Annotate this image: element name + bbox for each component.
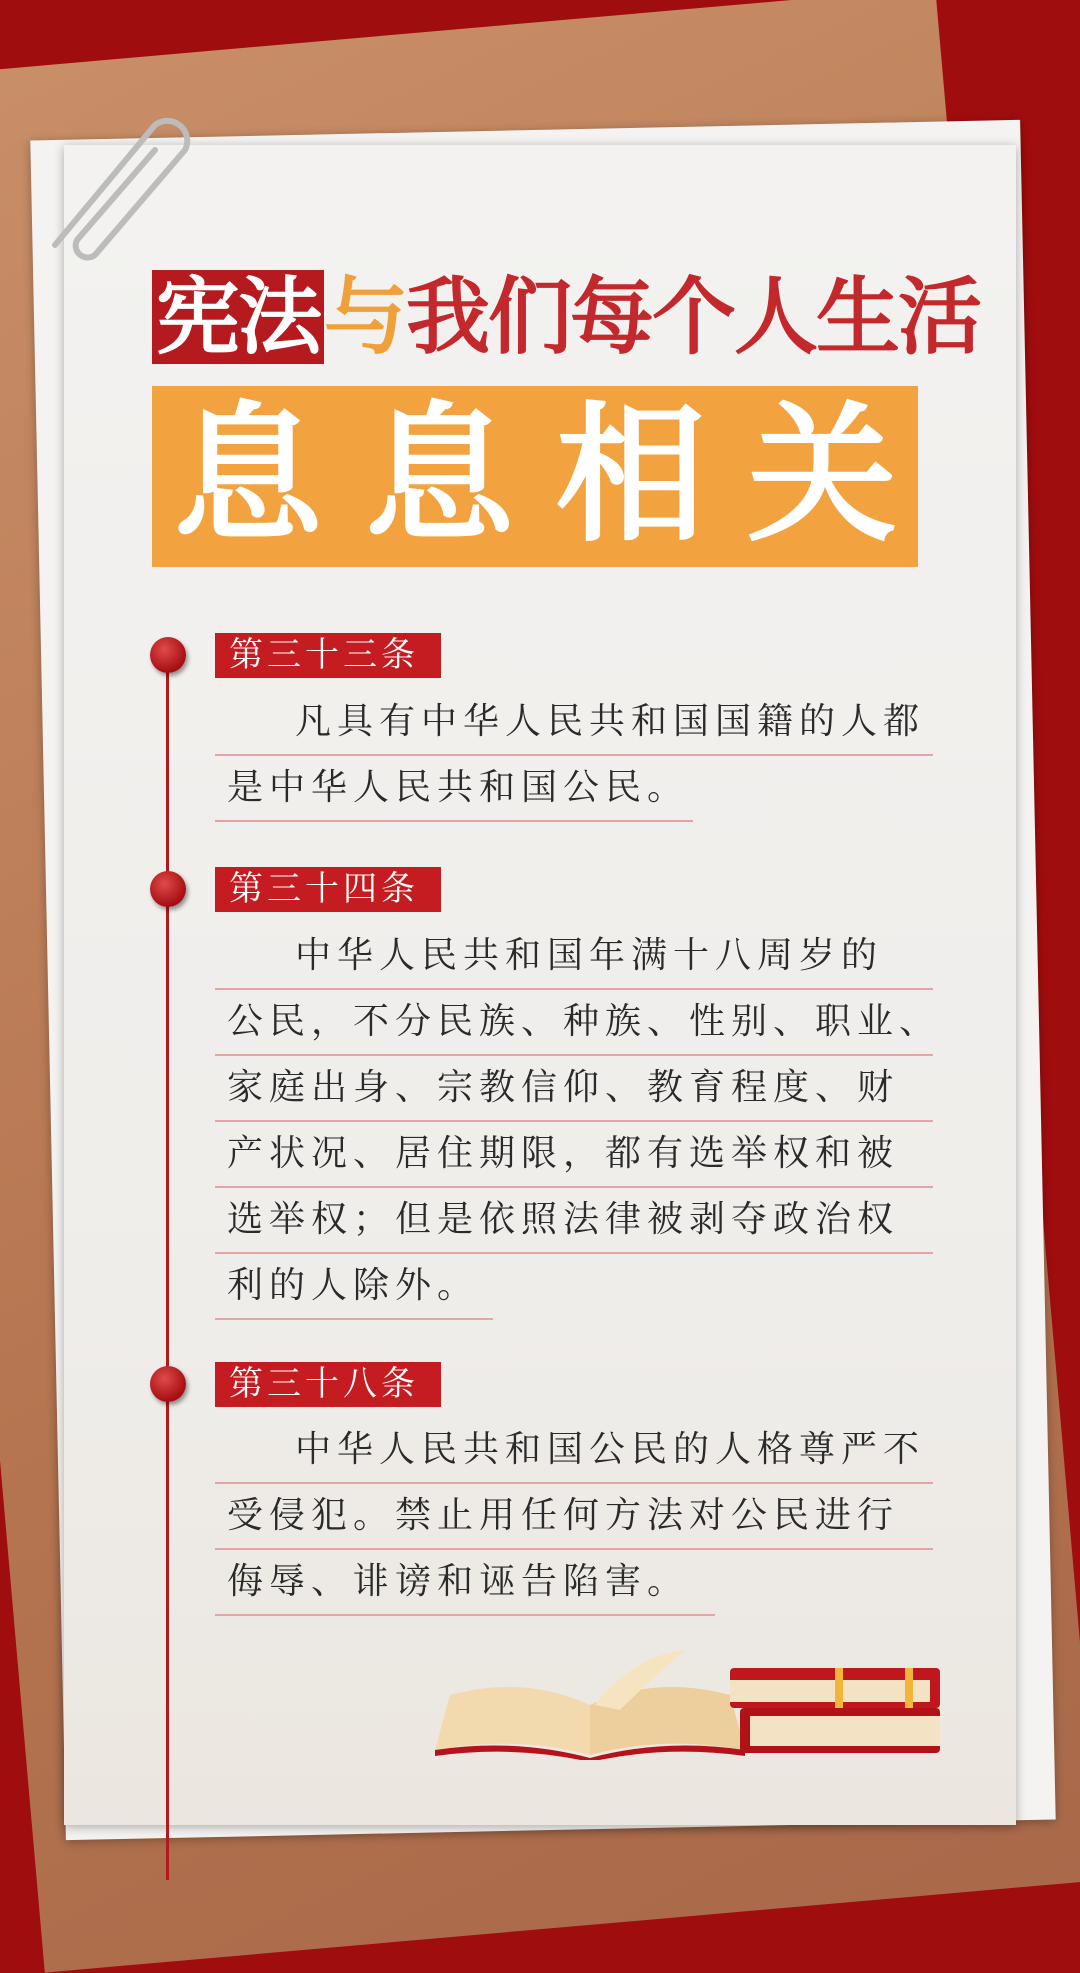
article-text-line: 产状况、居住期限，都有选举权和被	[227, 1133, 900, 1174]
title-rest: 我们每个人生活	[406, 268, 981, 366]
article-text-line: 中华人民共和国年满十八周岁的	[295, 935, 884, 976]
timeline-pin-icon	[150, 871, 186, 907]
ruled-line	[215, 1482, 933, 1484]
article-heading: 第三十四条	[215, 867, 441, 912]
books-icon	[435, 1650, 945, 1760]
article-text-line: 受侵犯。禁止用任何方法对公民进行	[227, 1495, 900, 1536]
ruled-line	[215, 1120, 933, 1122]
ruled-line	[215, 1252, 933, 1254]
ruled-line	[215, 1054, 933, 1056]
banner-char: 息	[364, 389, 515, 563]
banner-char: 息	[172, 389, 323, 563]
ruled-line	[215, 1318, 493, 1320]
article-text-line: 利的人除外。	[227, 1265, 480, 1306]
article-text-line: 侮辱、诽谤和诬告陷害。	[227, 1561, 690, 1602]
title-banner	[152, 386, 918, 567]
timeline-pin-icon	[150, 637, 186, 673]
article-text-line: 公民，不分民族、种族、性别、职业、	[227, 1001, 942, 1042]
article-text-line: 是中华人民共和国公民。	[227, 767, 690, 808]
ruled-line	[215, 988, 933, 990]
title-connector: 与	[324, 268, 407, 366]
article-heading: 第三十八条	[215, 1362, 441, 1407]
article-text-line: 中华人民共和国公民的人格尊严不	[295, 1429, 926, 1470]
banner-char: 关	[747, 389, 898, 563]
article-text-line: 选举权；但是依照法律被剥夺政治权	[227, 1199, 900, 1240]
ruled-line	[215, 820, 693, 822]
title-boxed: 宪法	[152, 270, 324, 364]
banner-char: 相	[555, 389, 706, 563]
paperclip-icon	[35, 95, 195, 265]
article-text-line: 凡具有中华人民共和国国籍的人都	[295, 701, 926, 742]
ruled-line	[215, 754, 933, 756]
article-heading: 第三十三条	[215, 633, 441, 678]
timeline-pin-icon	[150, 1366, 186, 1402]
ruled-line	[215, 1548, 933, 1550]
article-text-line: 家庭出身、宗教信仰、教育程度、财	[227, 1067, 900, 1108]
timeline-line	[166, 650, 169, 1880]
ruled-line	[215, 1186, 933, 1188]
title-line	[152, 270, 980, 364]
ruled-line	[215, 1614, 715, 1616]
